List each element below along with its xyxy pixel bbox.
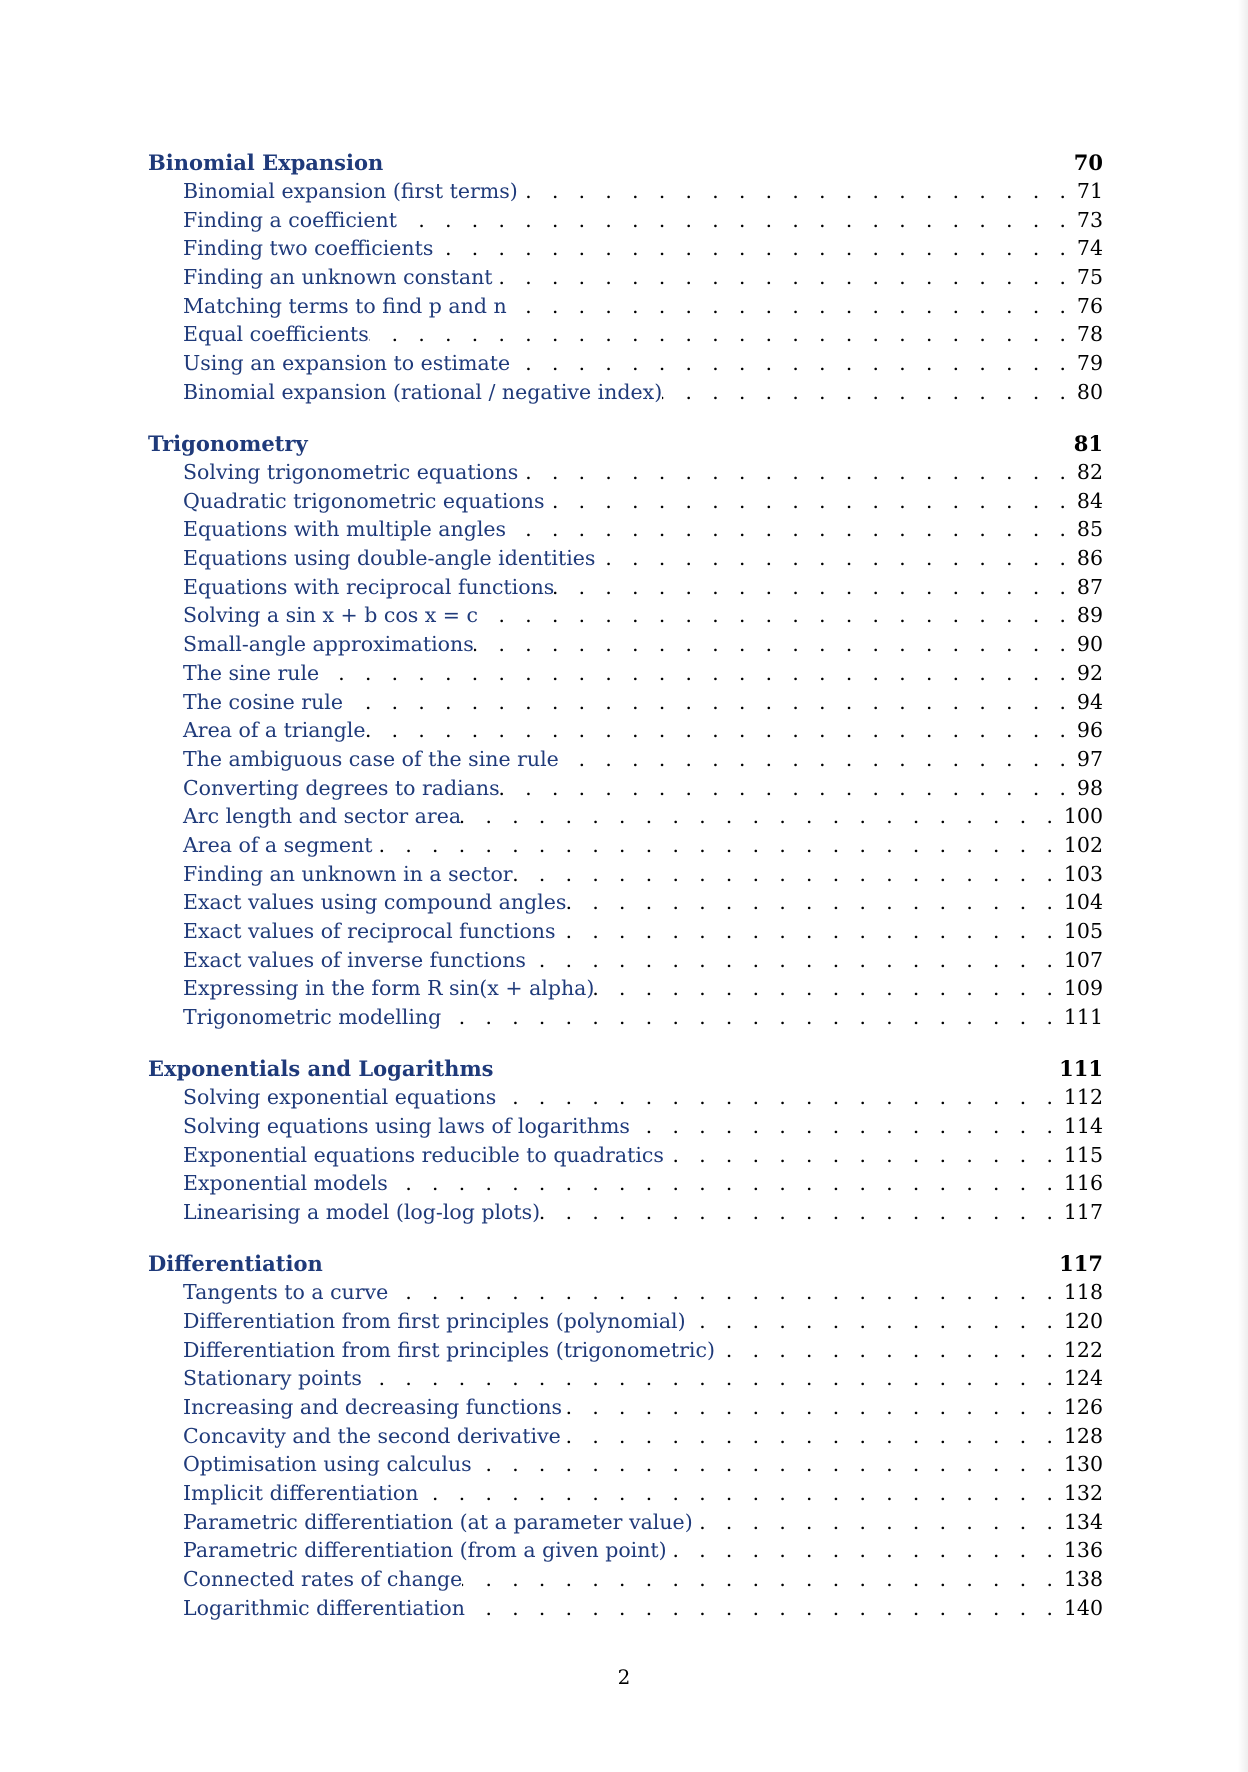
entry-title: Area of a segment — [183, 832, 373, 857]
entry-page-number: 84 — [1076, 488, 1103, 513]
dot-leader — [566, 888, 1063, 917]
toc-entry-link[interactable] — [148, 1565, 1103, 1594]
entry-page-number: 136 — [1063, 1538, 1103, 1563]
toc-entry-link[interactable] — [148, 1112, 1103, 1141]
entry-title: Finding an unknown in a sector — [183, 861, 513, 886]
entry-page-number: 89 — [1076, 603, 1103, 628]
entry-page-number: 102 — [1063, 832, 1103, 857]
entry-page-number: 124 — [1063, 1366, 1103, 1391]
entry-title: Concavity and the second derivative — [183, 1423, 561, 1448]
toc-entry-link[interactable] — [148, 974, 1103, 1003]
section-page-number: 117 — [1059, 1251, 1103, 1277]
entry-title: The sine rule — [183, 660, 320, 685]
entry-title: Solving trigonometric equations — [183, 460, 519, 484]
entry-title: Equations with multiple angles — [183, 517, 507, 542]
section-page-number: 70 — [1073, 150, 1103, 175]
entry-page-number: 128 — [1063, 1423, 1103, 1448]
dot-leader — [507, 292, 1077, 321]
entry-title: Trigonometric modelling — [183, 1005, 442, 1030]
entry-page-number: 76 — [1076, 293, 1103, 318]
dot-leader — [693, 1508, 1064, 1537]
dot-leader — [465, 1594, 1064, 1623]
entry-title: Converting degrees to radians — [183, 775, 500, 800]
dot-leader — [662, 378, 1077, 407]
entry-title: Quadratic trigonometric equations — [183, 488, 545, 513]
entry-page-number: 92 — [1076, 660, 1103, 685]
entry-title: Increasing and decreasing functions — [183, 1394, 563, 1419]
toc-entry-link[interactable] — [148, 688, 1103, 717]
dot-leader — [594, 974, 1063, 1003]
entry-title: Connected rates of change — [183, 1567, 463, 1592]
section-heading-link[interactable] — [148, 148, 1103, 177]
section-heading-link[interactable] — [148, 1249, 1103, 1278]
entry-page-number: 118 — [1063, 1280, 1103, 1305]
entry-page-number: 103 — [1063, 861, 1103, 886]
entry-page-number: 134 — [1063, 1509, 1103, 1534]
entry-page-number: 71 — [1076, 179, 1103, 203]
dot-leader — [561, 1422, 1064, 1451]
dot-leader — [474, 630, 1077, 659]
toc-entry-link[interactable] — [148, 1536, 1103, 1565]
entry-page-number: 75 — [1076, 265, 1103, 290]
toc-entry-link[interactable] — [148, 601, 1103, 630]
entry-title: Equal coefficients — [183, 322, 369, 347]
entry-title: Arc length and sector area — [183, 804, 462, 829]
dot-leader — [461, 802, 1064, 831]
dot-leader — [366, 716, 1077, 745]
dot-leader — [433, 234, 1077, 263]
entry-page-number: 104 — [1063, 890, 1103, 915]
dot-leader — [715, 1336, 1064, 1365]
entry-title: Small-angle approximations — [183, 632, 474, 657]
entry-title: Differentiation from first principles (trigonometric) — [183, 1337, 715, 1362]
dot-leader — [595, 544, 1076, 573]
toc-entry-link[interactable] — [148, 515, 1103, 544]
toc-section — [148, 429, 1103, 1032]
entry-page-number: 85 — [1076, 517, 1103, 542]
dot-leader — [518, 177, 1077, 206]
entry-title: Linearising a model (log-log plots) — [183, 1200, 541, 1224]
dot-leader — [540, 1198, 1064, 1227]
toc-entry-link[interactable] — [148, 263, 1103, 292]
entry-title: Area of a triangle — [183, 718, 366, 743]
entry-title: Binomial expansion (rational / negative index) — [183, 379, 663, 404]
entry-page-number: 130 — [1063, 1452, 1103, 1477]
dot-leader — [513, 860, 1064, 889]
toc-entry-link[interactable] — [148, 860, 1103, 889]
entry-page-number: 90 — [1076, 632, 1103, 657]
entry-title: Optimisation using calculus — [183, 1452, 472, 1477]
toc-entry-link[interactable] — [148, 458, 1103, 487]
entry-page-number: 96 — [1076, 718, 1103, 743]
dot-leader — [362, 1364, 1064, 1393]
toc-entry-link[interactable] — [148, 1422, 1103, 1451]
entry-title: The cosine rule — [183, 689, 343, 714]
toc-entry-link[interactable] — [148, 487, 1103, 516]
dot-leader — [664, 1141, 1064, 1170]
toc-entry-link[interactable] — [148, 888, 1103, 917]
page-edge-shadow — [1238, 0, 1248, 1772]
dot-leader — [441, 1003, 1064, 1032]
dot-leader — [506, 515, 1077, 544]
entry-title: Equations with reciprocal functions — [183, 574, 555, 599]
entry-title: Exponential models — [183, 1171, 388, 1196]
entry-title: The ambiguous case of the sine rule — [183, 746, 559, 771]
entry-page-number: 79 — [1076, 351, 1103, 376]
entry-page-number: 126 — [1063, 1394, 1103, 1419]
toc-entry-link[interactable] — [148, 573, 1103, 602]
dot-leader — [418, 1479, 1063, 1508]
toc-entry-link[interactable] — [148, 1336, 1103, 1365]
entry-page-number: 111 — [1063, 1005, 1103, 1030]
entry-page-number: 97 — [1076, 746, 1103, 771]
toc-entry-link[interactable] — [148, 1594, 1103, 1623]
toc-entry-link[interactable] — [148, 1479, 1103, 1508]
dot-leader — [319, 659, 1077, 688]
toc-entry-link[interactable] — [148, 177, 1103, 206]
entry-title: Solving exponential equations — [183, 1085, 497, 1110]
section-title: Trigonometry — [148, 431, 308, 456]
dot-leader — [556, 917, 1064, 946]
entry-title: Exponential equations reducible to quadratics — [183, 1142, 664, 1167]
entry-page-number: 117 — [1063, 1200, 1103, 1224]
toc-entry-link[interactable] — [148, 1278, 1103, 1307]
toc-entry-link[interactable] — [148, 349, 1103, 378]
toc-entry-link[interactable] — [148, 659, 1103, 688]
page-number: 2 — [617, 1665, 631, 1689]
dot-leader — [397, 206, 1077, 235]
section-page-number: 81 — [1073, 431, 1103, 456]
toc-entry-link[interactable] — [148, 774, 1103, 803]
toc-entry-link[interactable] — [148, 1307, 1103, 1336]
entry-page-number: 115 — [1063, 1142, 1103, 1167]
entry-page-number: 122 — [1063, 1337, 1103, 1362]
entry-title: Finding two coefficients — [183, 236, 434, 261]
section-title: Differentiation — [148, 1251, 323, 1277]
dot-leader — [462, 1565, 1064, 1594]
entry-title: Solving equations using laws of logarithms — [183, 1113, 630, 1138]
toc-entry-link[interactable] — [148, 1083, 1103, 1112]
dot-leader — [526, 946, 1064, 975]
entry-title: Solving a sin x + b cos x = c — [183, 603, 478, 628]
toc-entry-link[interactable] — [148, 1508, 1103, 1537]
entry-title: Finding a coefficient — [183, 207, 397, 232]
toc-entry-link[interactable] — [148, 630, 1103, 659]
toc-entry-link[interactable] — [148, 292, 1103, 321]
entry-title: Binomial expansion (first terms) — [183, 179, 518, 203]
entry-page-number: 120 — [1063, 1308, 1103, 1333]
entry-title: Exact values using compound angles — [183, 890, 567, 915]
toc-entry-link[interactable] — [148, 1198, 1103, 1227]
toc-section — [148, 1249, 1103, 1622]
entry-title: Parametric differentiation (from a given point) — [183, 1538, 667, 1563]
entry-page-number: 82 — [1076, 460, 1103, 484]
entry-title: Using an expansion to estimate — [183, 351, 511, 376]
toc-entry-link[interactable] — [148, 831, 1103, 860]
entry-title: Implicit differentiation — [183, 1481, 419, 1505]
entry-page-number: 107 — [1063, 947, 1103, 972]
toc-entry-link[interactable] — [148, 802, 1103, 831]
entry-title: Finding an unknown constant — [183, 265, 493, 290]
entry-page-number: 78 — [1076, 322, 1103, 347]
toc-entry-link[interactable] — [148, 716, 1103, 745]
dot-leader — [496, 1083, 1064, 1112]
entry-page-number: 112 — [1063, 1085, 1103, 1110]
section-heading-link[interactable] — [148, 429, 1103, 458]
dot-leader — [472, 1450, 1064, 1479]
dot-leader — [369, 320, 1077, 349]
entry-page-number: 109 — [1063, 976, 1103, 1001]
toc-entry-link[interactable] — [148, 745, 1103, 774]
entry-title: Expressing in the form R sin(x + alpha) — [183, 976, 595, 1001]
entry-page-number: 105 — [1063, 919, 1103, 943]
toc-entry-link[interactable] — [148, 1003, 1103, 1032]
toc-entry-link[interactable] — [148, 544, 1103, 573]
section-title: Binomial Expansion — [148, 150, 384, 175]
entry-page-number: 87 — [1076, 574, 1103, 599]
dot-leader — [554, 573, 1077, 602]
entry-title: Equations using double-angle identities — [183, 546, 596, 571]
toc-entry-link[interactable] — [148, 946, 1103, 975]
dot-leader — [630, 1112, 1064, 1141]
toc-entry-link[interactable] — [148, 206, 1103, 235]
toc-section — [148, 1054, 1103, 1226]
dot-leader — [559, 745, 1077, 774]
toc-entry-link[interactable] — [148, 917, 1103, 946]
dot-leader — [518, 458, 1077, 487]
entry-title: Tangents to a curve — [183, 1280, 389, 1305]
entry-page-number: 140 — [1063, 1595, 1103, 1620]
entry-title: Logarithmic differentiation — [183, 1595, 465, 1620]
entry-page-number: 114 — [1063, 1113, 1103, 1138]
entry-page-number: 98 — [1076, 775, 1103, 800]
entry-page-number: 80 — [1076, 379, 1103, 404]
dot-leader — [544, 487, 1076, 516]
toc-entry-link[interactable] — [148, 1141, 1103, 1170]
dot-leader — [372, 831, 1063, 860]
entry-title: Differentiation from first principles (polynomial) — [183, 1308, 686, 1333]
section-title: Exponentials and Logarithms — [148, 1056, 494, 1082]
dot-leader — [478, 601, 1077, 630]
entry-page-number: 138 — [1063, 1567, 1103, 1592]
dot-leader — [493, 263, 1077, 292]
entry-page-number: 132 — [1063, 1481, 1103, 1505]
toc-entry-link[interactable] — [148, 1450, 1103, 1479]
section-heading-link[interactable] — [148, 1054, 1103, 1083]
dot-leader — [510, 349, 1077, 378]
entry-page-number: 116 — [1063, 1171, 1103, 1196]
entry-page-number: 73 — [1076, 207, 1103, 232]
toc-entry-link[interactable] — [148, 1364, 1103, 1393]
entry-title: Exact values of inverse functions — [183, 947, 526, 972]
toc-entry-link[interactable] — [148, 1393, 1103, 1422]
entry-title: Parametric differentiation (at a parameter value) — [183, 1509, 693, 1534]
toc-entry-link[interactable] — [148, 320, 1103, 349]
entry-page-number: 74 — [1076, 236, 1103, 261]
entry-page-number: 86 — [1076, 546, 1103, 571]
entry-page-number: 94 — [1076, 689, 1103, 714]
entry-title: Matching terms to find p and n — [183, 293, 507, 318]
dot-leader — [500, 774, 1077, 803]
dot-leader — [667, 1536, 1064, 1565]
dot-leader — [562, 1393, 1064, 1422]
entry-page-number: 100 — [1063, 804, 1103, 829]
entry-title: Stationary points — [183, 1366, 362, 1391]
dot-leader — [388, 1278, 1064, 1307]
dot-leader — [388, 1169, 1064, 1198]
toc-entry-link[interactable] — [148, 234, 1103, 263]
section-page-number: 111 — [1059, 1056, 1103, 1082]
toc-entry-link[interactable] — [148, 378, 1103, 407]
toc-entry-link[interactable] — [148, 1169, 1103, 1198]
dot-leader — [343, 688, 1077, 717]
entry-title: Exact values of reciprocal functions — [183, 919, 556, 943]
table-of-contents — [148, 148, 1103, 1622]
toc-section — [148, 148, 1103, 407]
dot-leader — [686, 1307, 1064, 1336]
